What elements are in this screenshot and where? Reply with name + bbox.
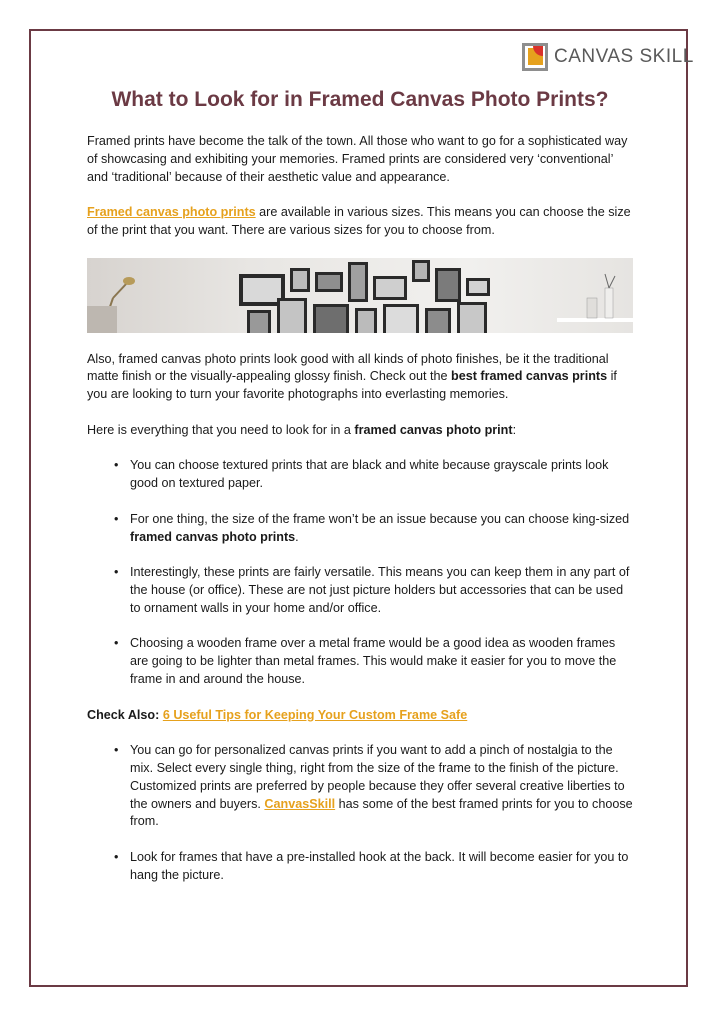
brand-name: CANVAS SKILL bbox=[554, 46, 694, 67]
canvasskill-link[interactable]: CanvasSkill bbox=[264, 796, 336, 811]
look-for-paragraph: Here is everything that you need to look for in a framed canvas photo print: bbox=[87, 422, 517, 437]
canvas-skill-logo-icon bbox=[522, 43, 548, 71]
best-framed-canvas-prints-bold: best framed canvas prints bbox=[451, 369, 608, 384]
article-body bbox=[87, 133, 635, 884]
page-title: What to Look for in Framed Canvas Photo Prints? bbox=[111, 88, 609, 111]
custom-frame-safe-link[interactable]: 6 Useful Tips for Keeping Your Custom Frame Safe bbox=[162, 707, 468, 722]
more-tips-list bbox=[87, 742, 635, 884]
gallery-wall-image bbox=[87, 258, 633, 333]
sizes-paragraph: Framed canvas photo prints are available in various sizes. This means you can choose the size of the print that you want. There are various sizes for you to choose from. bbox=[87, 205, 631, 237]
list-item: • Look for frames that have a pre-installed hook at the back. It will become easier for you to hang the picture. bbox=[87, 849, 635, 885]
intro-paragraph: Framed prints have become the talk of the town. All those who want to go for a sophisticated way of showcasing and exhibiting your memories. Framed prints are considered very ‘conventional’ and ‘traditional’ because of their aesthetic value and appearance. bbox=[87, 134, 628, 184]
check-also-label: Check Also: bbox=[87, 707, 163, 722]
list-item: • You can choose textured prints that are black and white because grayscale prints look good on textured paper. bbox=[87, 457, 635, 493]
framed-canvas-photo-print-bold: framed canvas photo print bbox=[354, 422, 513, 437]
check-also-line bbox=[87, 707, 635, 725]
list-item: • Interestingly, these prints are fairly versatile. This means you can keep them in any part of the house (or office). These are not just picture holders but accessories that can be used to ornament walls in your home and/or office. bbox=[87, 564, 635, 617]
list-item: • For one thing, the size of the frame won’t be an issue because you can choose king-sized framed canvas photo prints. bbox=[87, 511, 635, 547]
framed-canvas-photo-prints-link[interactable]: Framed canvas photo prints bbox=[87, 205, 256, 220]
finishes-paragraph: Also, framed canvas photo prints look good with all kinds of photo finishes, be it the traditional matte finish or the visually-appealing glossy finish. Check out the best framed canvas prints if you are looking to turn your favorite photographs into everlasting memories. bbox=[87, 351, 617, 402]
brand-logo[interactable] bbox=[522, 40, 694, 74]
list-item: • You can go for personalized canvas prints if you want to add a pinch of nostalgia to the mix. Select every single thing, right from the size of the frame to the finish of the picture. Customized prints are preferred by people because they offer several creative liberties to the owners and buyers. CanvasSkill has some of the best framed prints for you to choose from. bbox=[87, 742, 635, 831]
list-item: • Choosing a wooden frame over a metal frame would be a good idea as wooden frames are going to be lighter than metal frames. This would make it easier for you to move the frame in and around the house. bbox=[87, 635, 635, 688]
tips-list bbox=[87, 457, 635, 688]
